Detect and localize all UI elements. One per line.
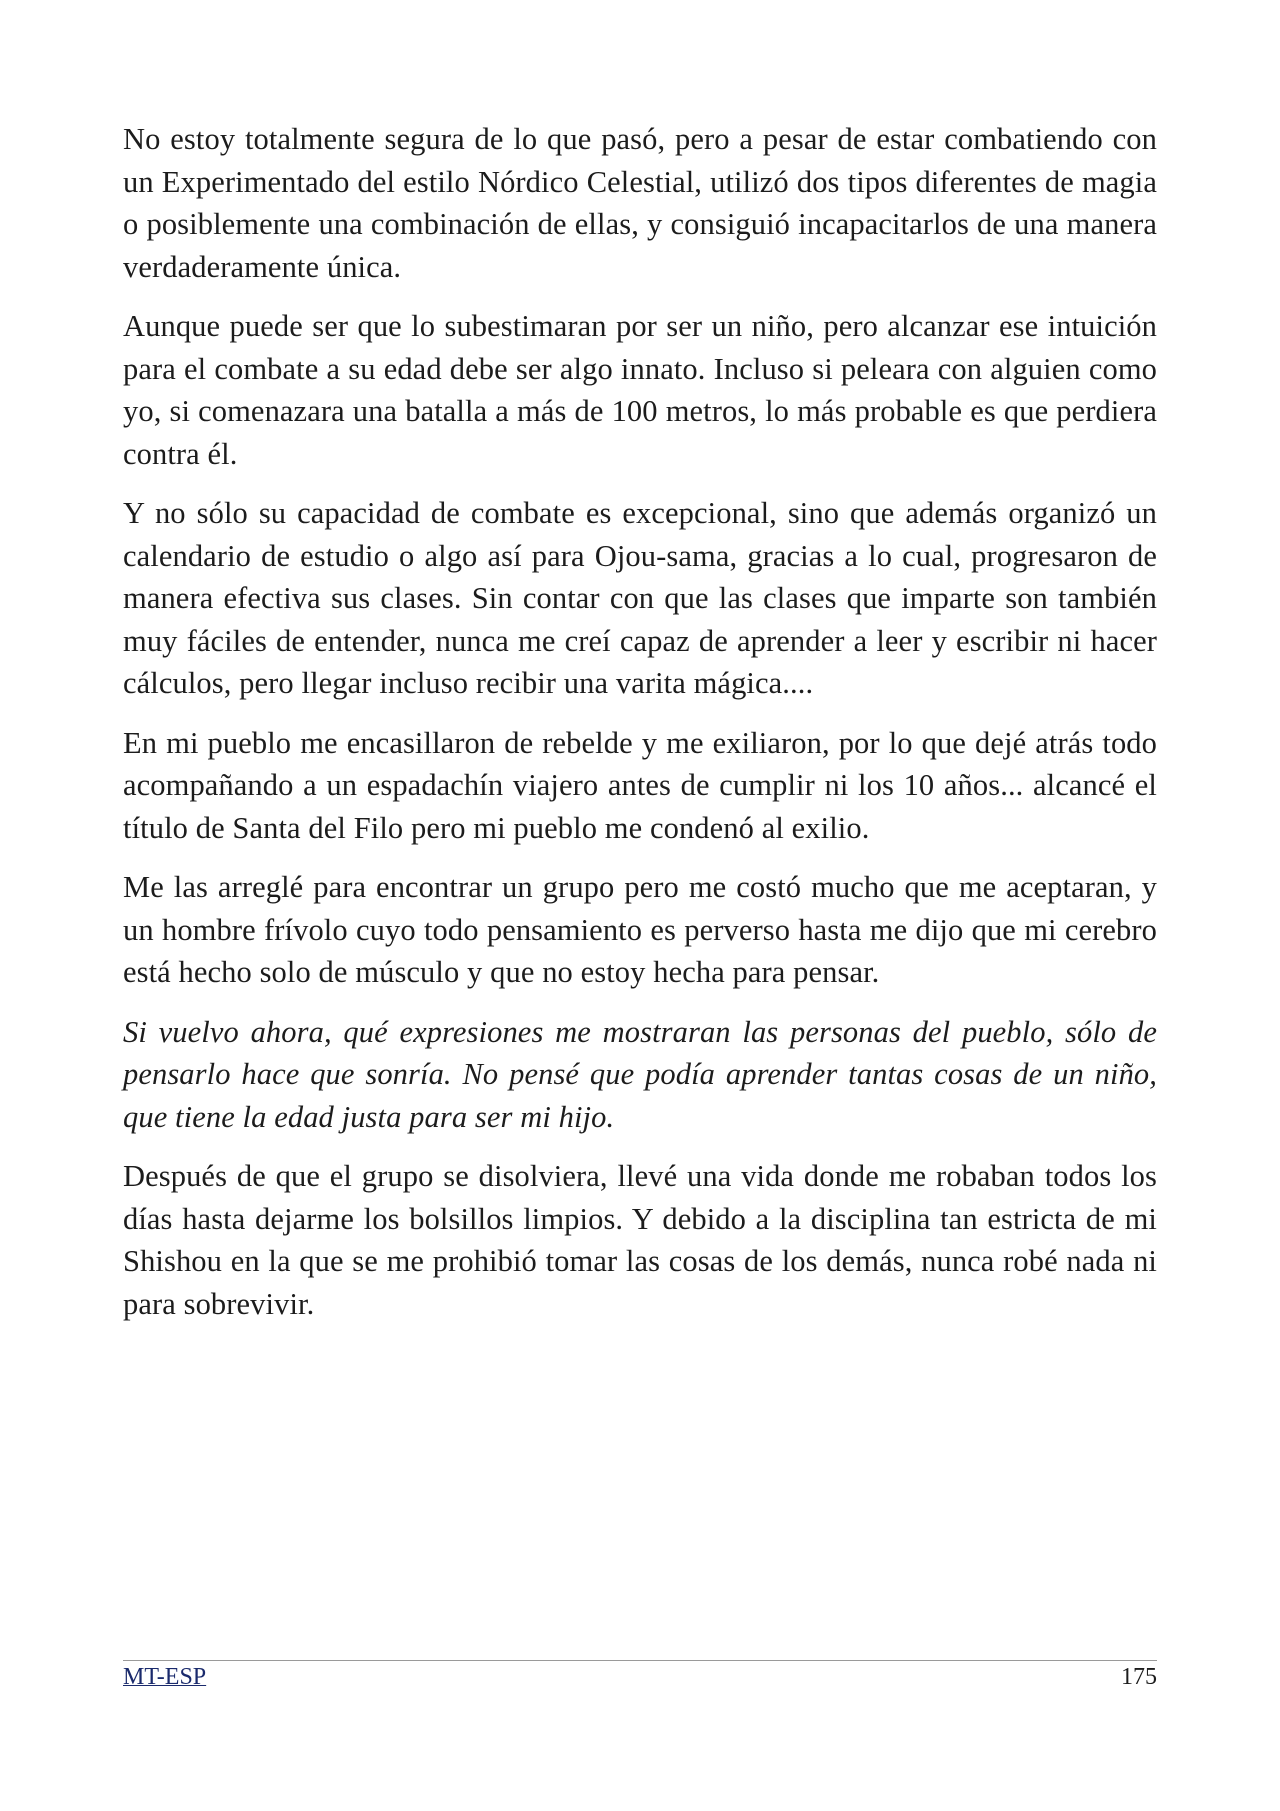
paragraph: Después de que el grupo se disolviera, llevé una vida donde me robaban todos los días hasta dejarme los bolsillos limpios. Y debido a la disciplina tan estricta de mi Shishou en la que se me prohibió tomar las cosas de los demás, nunca robé nada ni para sobrevivir. [123,1159,1157,1321]
paragraph: Me las arreglé para encontrar un grupo pero me costó mucho que me aceptaran, y un hombre frívolo cuyo todo pensamiento es perverso hasta me dijo que mi cerebro está hecho solo de músculo y que no estoy hecha para pensar. [123,870,1157,989]
footer-divider [123,1660,1157,1661]
page-number: 175 [1121,1664,1157,1690]
paragraph: Aunque puede ser que lo subestimaran por ser un niño, pero alcanzar ese intuición para el combate a su edad debe ser algo innato. Incluso si peleara con alguien como yo, si comenazara una batalla a más de 100 metros, lo más probable es que perdiera contra él. [123,309,1157,471]
paragraph: En mi pueblo me encasillaron de rebelde y me exiliaron, por lo que dejé atrás todo acompañando a un espadachín viajero antes de cumplir ni los 10 años... alcancé el título de Santa del Filo pero mi pueblo me condenó al exilio. [123,725,1157,845]
page-body [123,118,1157,1342]
paragraph: Y no sólo su capacidad de combate es excepcional, sino que además organizó un calendario de estudio o algo así para Ojou-sama, gracias a lo cual, progresaron de manera efectiva sus clases. Sin contar con que las clases que imparte son también muy fáciles de entender, nunca me creí capaz de aprender a leer y escribir ni hacer cálculos, pero llegar incluso recibir una varita mágica.... [123,496,1157,700]
paragraph-italic: Si vuelvo ahora, qué expresiones me mostraran las personas del pueblo, sólo de pensarlo hace que sonría. No pensé que podía aprender tantas cosas de un niño, que tiene la edad justa para ser mi hijo. [123,1014,1157,1134]
footer-link[interactable]: MT-ESP [123,1664,207,1690]
paragraph: No estoy totalmente segura de lo que pasó, pero a pesar de estar combatiendo con un Experimentado del estilo Nórdico Celestial, utilizó dos tipos diferentes de magia o posiblemente una combinación de ellas, y consiguió incapacitarlos de una manera verdaderamente única. [123,122,1157,284]
